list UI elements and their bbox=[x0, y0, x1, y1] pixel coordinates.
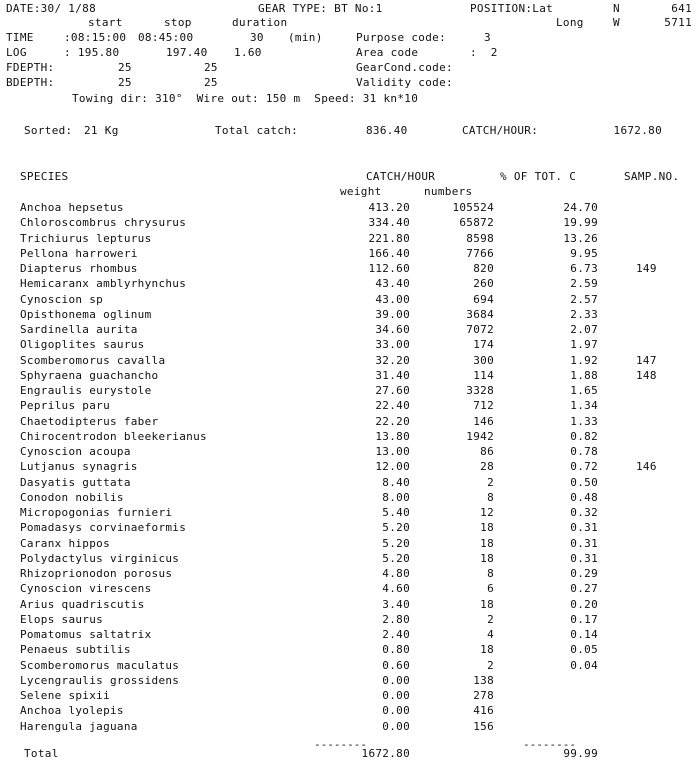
weight-value: 8.40 bbox=[382, 475, 410, 489]
numbers-value: 1942 bbox=[466, 429, 494, 443]
species-name: Penaeus subtilis bbox=[20, 643, 131, 657]
purpose-code-label: Purpose code: bbox=[356, 31, 446, 44]
bdepth-stop: 25 bbox=[204, 76, 218, 89]
species-name: Peprilus paru bbox=[20, 399, 110, 413]
column-stop-label: stop bbox=[164, 16, 192, 29]
numbers-value: 4 bbox=[487, 628, 494, 641]
long-direction: W bbox=[613, 16, 620, 29]
percent-value: 0.48 bbox=[570, 490, 598, 504]
percent-value: 9.95 bbox=[570, 246, 598, 260]
time-start: :08:15:00 bbox=[64, 31, 127, 44]
percent-value: 0.72 bbox=[570, 460, 598, 474]
percent-value: 0.50 bbox=[570, 475, 598, 489]
percent-value: 1.33 bbox=[570, 414, 598, 428]
log-label: LOG bbox=[6, 46, 27, 59]
weight-value: 413.20 bbox=[368, 201, 410, 214]
towing-info: Towing dir: 310° Wire out: 150 m Speed: 31 kn*10 bbox=[72, 92, 419, 105]
species-name: Cynoscion sp bbox=[20, 292, 104, 306]
sample-number-value: 147 bbox=[636, 353, 657, 367]
long-value: 5711 bbox=[664, 16, 692, 29]
percent-value: 0.78 bbox=[570, 445, 598, 458]
position-label: POSITION:Lat bbox=[470, 2, 554, 15]
validity-code-label: Validity code: bbox=[356, 76, 453, 89]
numbers-value: 694 bbox=[473, 292, 494, 306]
percent-value: 13.26 bbox=[563, 231, 598, 245]
percent-value: 0.31 bbox=[570, 521, 598, 535]
lat-direction: N bbox=[613, 2, 620, 15]
weight-value: 43.40 bbox=[375, 277, 410, 291]
weight-value: 39.00 bbox=[375, 307, 410, 321]
weight-value: 334.40 bbox=[368, 216, 410, 230]
log-start: : 195.80 bbox=[64, 46, 120, 59]
weight-value: 13.00 bbox=[375, 445, 410, 458]
numbers-value: 146 bbox=[473, 414, 494, 428]
numbers-value: 28 bbox=[480, 460, 494, 474]
time-label: TIME bbox=[6, 31, 34, 44]
species-name: Scomberomorus maculatus bbox=[20, 658, 180, 672]
numbers-value: 18 bbox=[480, 536, 494, 550]
species-name: Lutjanus synagris bbox=[20, 460, 138, 474]
percent-total-rule: -------- bbox=[523, 738, 576, 751]
species-name: Anchoa lyolepis bbox=[20, 704, 124, 718]
weight-value: 33.00 bbox=[375, 338, 410, 352]
total-catch-value: 836.40 bbox=[366, 124, 408, 137]
numbers-value: 2 bbox=[487, 612, 494, 626]
weight-value: 5.40 bbox=[382, 506, 410, 519]
percent-value: 2.59 bbox=[570, 277, 598, 291]
percent-value: 0.17 bbox=[570, 612, 598, 626]
numbers-value: 820 bbox=[473, 262, 494, 275]
weight-value: 0.00 bbox=[382, 689, 410, 702]
fdepth-start: 25 bbox=[118, 61, 132, 74]
percent-value: 0.04 bbox=[570, 658, 598, 672]
weight-total-rule: -------- bbox=[314, 738, 367, 751]
species-name: Polydactylus virginicus bbox=[20, 551, 180, 565]
species-name: Chloroscombrus chrysurus bbox=[20, 216, 187, 230]
total-weight: 1672.80 bbox=[361, 747, 410, 760]
numbers-header: numbers bbox=[424, 185, 473, 198]
weight-value: 4.80 bbox=[382, 567, 410, 580]
percent-value: 0.14 bbox=[570, 628, 598, 641]
species-name: Selene spixii bbox=[20, 689, 110, 702]
weight-value: 43.00 bbox=[375, 292, 410, 306]
percent-total-header: % OF TOT. C bbox=[500, 170, 577, 183]
species-header: SPECIES bbox=[20, 170, 69, 183]
species-name: Arius quadriscutis bbox=[20, 597, 145, 611]
weight-value: 0.00 bbox=[382, 704, 410, 718]
weight-value: 22.20 bbox=[375, 414, 410, 428]
time-stop: 08:45:00 bbox=[138, 31, 194, 44]
weight-value: 27.60 bbox=[375, 384, 410, 397]
numbers-value: 86 bbox=[480, 445, 494, 458]
time-duration: 30 bbox=[250, 31, 264, 44]
sample-number-value: 146 bbox=[636, 460, 657, 474]
time-unit: (min) bbox=[288, 31, 323, 44]
percent-value: 0.82 bbox=[570, 429, 598, 443]
weight-value: 2.80 bbox=[382, 612, 410, 626]
weight-value: 5.20 bbox=[382, 536, 410, 550]
sorted-value: 21 Kg bbox=[84, 124, 119, 137]
numbers-value: 260 bbox=[473, 277, 494, 291]
species-name: Hemicaranx amblyrhynchus bbox=[20, 277, 187, 291]
species-name: Sphyraena guachancho bbox=[20, 368, 159, 382]
purpose-code-value: 3 bbox=[484, 31, 491, 44]
percent-value: 2.33 bbox=[570, 307, 598, 321]
column-duration-label: duration bbox=[232, 16, 288, 29]
species-name: Lycengraulis grossidens bbox=[20, 673, 180, 687]
weight-value: 2.40 bbox=[382, 628, 410, 641]
species-name: Anchoa hepsetus bbox=[20, 201, 124, 214]
total-catch-label: Total catch: bbox=[215, 124, 299, 137]
numbers-value: 8 bbox=[487, 490, 494, 504]
species-name: Diapterus rhombus bbox=[20, 262, 138, 275]
date-label: DATE:30/ 1/88 bbox=[6, 2, 96, 15]
percent-value: 19.99 bbox=[563, 216, 598, 230]
species-name: Elops saurus bbox=[20, 612, 104, 626]
bdepth-start: 25 bbox=[118, 76, 132, 89]
weight-value: 31.40 bbox=[375, 368, 410, 382]
numbers-value: 18 bbox=[480, 597, 494, 611]
percent-value: 24.70 bbox=[563, 201, 598, 214]
weight-value: 13.80 bbox=[375, 429, 410, 443]
area-code-value: : 2 bbox=[470, 46, 498, 59]
species-name: Trichiurus lepturus bbox=[20, 231, 152, 245]
bdepth-label: BDEPTH: bbox=[6, 76, 55, 89]
species-name: Micropogonias furnieri bbox=[20, 506, 173, 519]
weight-value: 5.20 bbox=[382, 551, 410, 565]
numbers-value: 18 bbox=[480, 643, 494, 657]
percent-value: 1.97 bbox=[570, 338, 598, 352]
gear-type-label: GEAR TYPE: BT No:1 bbox=[258, 2, 383, 15]
percent-value: 0.31 bbox=[570, 536, 598, 550]
numbers-value: 712 bbox=[473, 399, 494, 413]
numbers-value: 2 bbox=[487, 658, 494, 672]
species-name: Chirocentrodon bleekerianus bbox=[20, 429, 207, 443]
numbers-value: 18 bbox=[480, 521, 494, 535]
species-name: Scomberomorus cavalla bbox=[20, 353, 166, 367]
species-name: Cynoscion acoupa bbox=[20, 445, 131, 458]
species-name: Engraulis eurystole bbox=[20, 384, 152, 397]
percent-value: 0.32 bbox=[570, 506, 598, 519]
percent-value: 1.65 bbox=[570, 384, 598, 397]
weight-value: 0.00 bbox=[382, 673, 410, 687]
weight-value: 221.80 bbox=[368, 231, 410, 245]
numbers-value: 105524 bbox=[452, 201, 494, 214]
weight-value: 32.20 bbox=[375, 353, 410, 367]
weight-value: 4.60 bbox=[382, 582, 410, 596]
percent-value: 6.73 bbox=[570, 262, 598, 275]
numbers-value: 156 bbox=[473, 719, 494, 733]
sample-number-header: SAMP.NO. bbox=[624, 170, 680, 183]
total-percent: 99.99 bbox=[563, 747, 598, 760]
weight-value: 0.60 bbox=[382, 658, 410, 672]
catch-per-hour-value: 1672.80 bbox=[613, 124, 662, 137]
species-name: Caranx hippos bbox=[20, 536, 110, 550]
species-name: Sardinella aurita bbox=[20, 323, 138, 336]
weight-value: 166.40 bbox=[368, 246, 410, 260]
lat-value: 641 bbox=[671, 2, 692, 15]
percent-value: 0.05 bbox=[570, 643, 598, 657]
gearcond-code-label: GearCond.code: bbox=[356, 61, 453, 74]
percent-value: 0.27 bbox=[570, 582, 598, 596]
log-difference: 1.60 bbox=[234, 46, 262, 59]
weight-value: 8.00 bbox=[382, 490, 410, 504]
numbers-value: 3684 bbox=[466, 307, 494, 321]
numbers-value: 278 bbox=[473, 689, 494, 702]
numbers-value: 8598 bbox=[466, 231, 494, 245]
catch-per-hour-label: CATCH/HOUR: bbox=[462, 124, 539, 137]
catch-hour-header: CATCH/HOUR bbox=[366, 170, 436, 183]
long-label: Long bbox=[556, 16, 584, 29]
weight-header: weight bbox=[340, 185, 382, 198]
numbers-value: 7072 bbox=[466, 323, 494, 336]
species-name: Conodon nobilis bbox=[20, 490, 124, 504]
area-code-label: Area code bbox=[356, 46, 419, 59]
sample-number-value: 148 bbox=[636, 368, 657, 382]
total-label: Total bbox=[24, 747, 59, 760]
percent-value: 1.34 bbox=[570, 399, 598, 413]
sample-number-value: 149 bbox=[636, 262, 657, 275]
numbers-value: 114 bbox=[473, 368, 494, 382]
percent-value: 1.92 bbox=[570, 353, 598, 367]
weight-value: 34.60 bbox=[375, 323, 410, 336]
percent-value: 0.31 bbox=[570, 551, 598, 565]
percent-value: 0.29 bbox=[570, 567, 598, 580]
numbers-value: 65872 bbox=[459, 216, 494, 230]
numbers-value: 2 bbox=[487, 475, 494, 489]
numbers-value: 138 bbox=[473, 673, 494, 687]
sorted-label: Sorted: bbox=[24, 124, 73, 137]
percent-value: 1.88 bbox=[570, 368, 598, 382]
species-name: Opisthonema oglinum bbox=[20, 307, 152, 321]
column-start-label: start bbox=[88, 16, 123, 29]
species-name: Oligoplites saurus bbox=[20, 338, 145, 352]
percent-value: 2.07 bbox=[570, 323, 598, 336]
species-name: Pellona harroweri bbox=[20, 246, 138, 260]
numbers-value: 6 bbox=[487, 582, 494, 596]
numbers-value: 18 bbox=[480, 551, 494, 565]
numbers-value: 3328 bbox=[466, 384, 494, 397]
percent-value: 0.20 bbox=[570, 597, 598, 611]
weight-value: 0.00 bbox=[382, 719, 410, 733]
numbers-value: 8 bbox=[487, 567, 494, 580]
log-stop: 197.40 bbox=[166, 46, 208, 59]
species-name: Harengula jaguana bbox=[20, 719, 138, 733]
weight-value: 112.60 bbox=[368, 262, 410, 275]
species-name: Pomadasys corvinaeformis bbox=[20, 521, 187, 535]
species-name: Cynoscion virescens bbox=[20, 582, 152, 596]
species-name: Dasyatis guttata bbox=[20, 475, 131, 489]
numbers-value: 174 bbox=[473, 338, 494, 352]
weight-value: 22.40 bbox=[375, 399, 410, 413]
percent-value: 2.57 bbox=[570, 292, 598, 306]
numbers-value: 300 bbox=[473, 353, 494, 367]
weight-value: 3.40 bbox=[382, 597, 410, 611]
weight-value: 0.80 bbox=[382, 643, 410, 657]
species-name: Pomatomus saltatrix bbox=[20, 628, 152, 641]
numbers-value: 416 bbox=[473, 704, 494, 718]
species-name: Rhizoprionodon porosus bbox=[20, 567, 173, 580]
numbers-value: 7766 bbox=[466, 246, 494, 260]
species-name: Chaetodipterus faber bbox=[20, 414, 159, 428]
weight-value: 5.20 bbox=[382, 521, 410, 535]
numbers-value: 12 bbox=[480, 506, 494, 519]
fdepth-stop: 25 bbox=[204, 61, 218, 74]
fdepth-label: FDEPTH: bbox=[6, 61, 55, 74]
weight-value: 12.00 bbox=[375, 460, 410, 474]
